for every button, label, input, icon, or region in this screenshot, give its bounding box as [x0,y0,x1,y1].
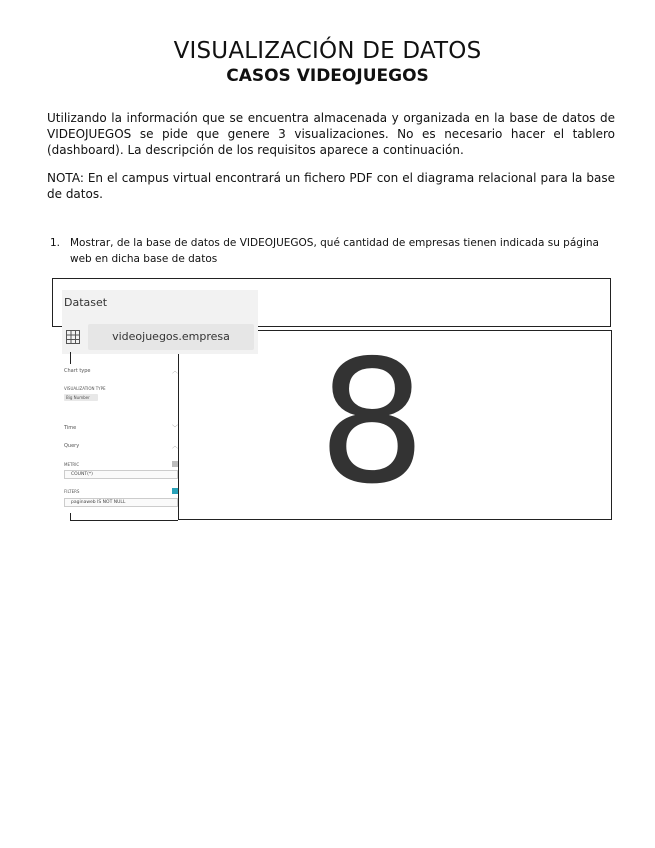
divider [70,352,71,364]
list-item-text: Mostrar, de la base de datos de VIDEOJUEGOS, qué cantidad de empresas tienen indicada su página web en dicha base de datos [70,237,599,265]
dataset-label: Dataset [64,296,108,309]
info-icon [172,461,178,467]
chevron-up-icon[interactable]: ︿ [172,443,179,450]
document-title: VISUALIZACIÓN DE DATOS [173,38,482,64]
visualization-type-label: VISUALIZATION TYPE [64,386,106,391]
filters-label: FILTERS [64,489,80,494]
intro-paragraph: Utilizando la información que se encuentra almacenada y organizada en la base de datos de VIDEOJUEGOS se pide que genere 3 visualizaciones. No es necesario hacer el tablero (dashboard). La descripción de los requisitos aparece a continuación. [47,111,615,157]
table-grid-icon [66,330,80,344]
add-filter-icon[interactable] [172,488,178,494]
filters-field[interactable] [64,498,178,507]
metric-label: METRIC [64,462,80,467]
visualization-type-value: Big Number [66,395,90,400]
filters-value: paginaweb IS NOT NULL [71,500,126,505]
metric-value: COUNT(*) [71,472,93,477]
time-label: Time [64,425,77,431]
chevron-up-icon[interactable]: ︿ [172,368,179,375]
metric-field[interactable] [64,470,178,479]
chart-type-label: Chart type [64,368,91,374]
query-label: Query [64,443,80,449]
chevron-down-icon[interactable]: ﹀ [172,425,179,432]
note-paragraph: NOTA: En el campus virtual encontrará un fichero PDF con el diagrama relacional para la base de datos. [47,171,615,201]
visualization-type-select[interactable] [64,394,98,401]
list-item-number: 1. [50,237,61,249]
big-number-value: 8 [317,324,427,522]
dataset-select[interactable]: videojuegos.empresa [88,324,254,350]
divider [70,520,178,521]
document-subtitle: CASOS VIDEOJUEGOS [226,66,429,86]
